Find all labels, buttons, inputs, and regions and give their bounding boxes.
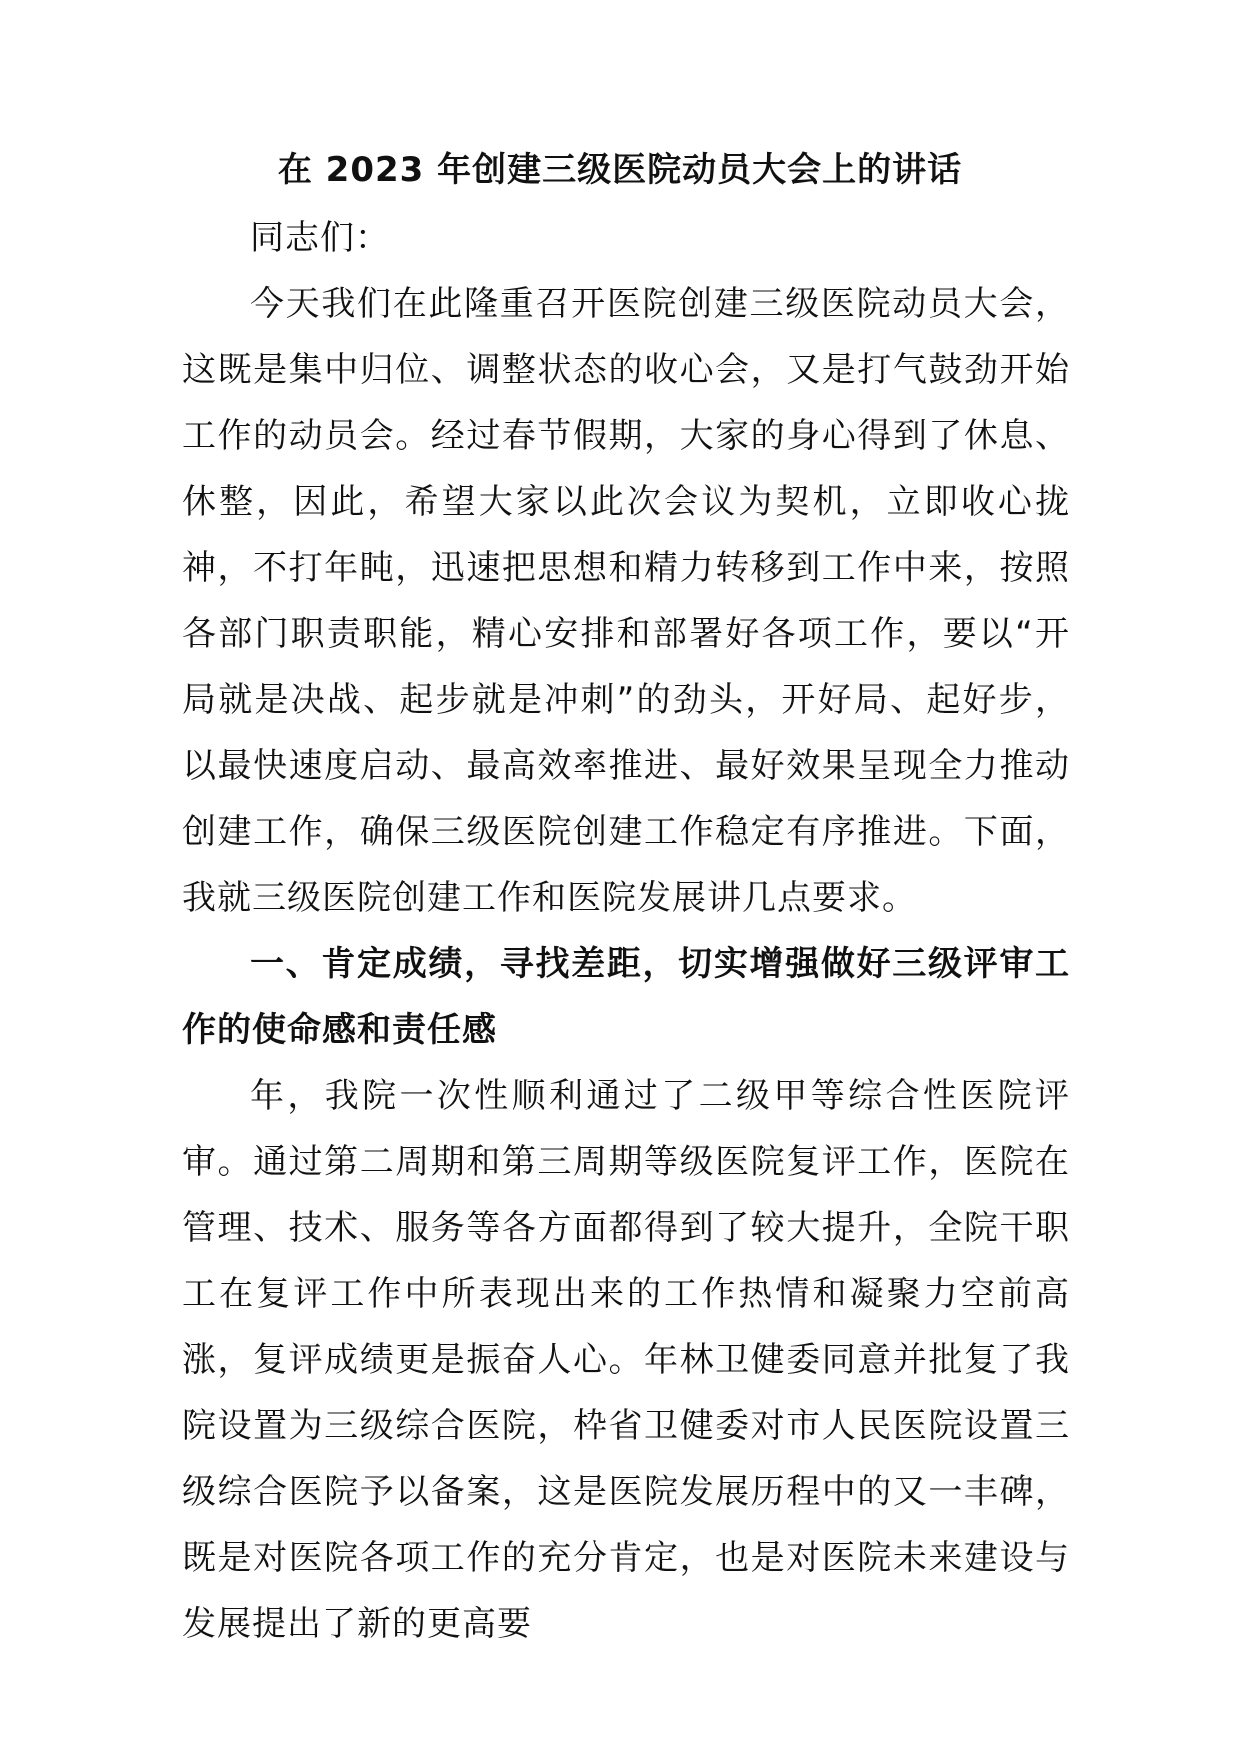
paragraph-opening: 今天我们在此隆重召开医院创建三级医院动员大会，这既是集中归位、调整状态的收心会，又是打气鼓劲开始工作的动员会。经过春节假期，大家的身心得到了休息、休整，因此，希望大家以此次会议为契机，立即收心拢神，不打年盹，迅速把思想和精力转移到工作中来，按照各部门职责职能，精心安排和部署好各项工作，要以“开局就是决战、起步就是冲刺”的劲头，开好局、起好步，以最快速度启动、最高效率推进、最好效果呈现全力推动创建工作，确保三级医院创建工作稳定有序推进。下面，我就三级医院创建工作和医院发展讲几点要求。 — [182, 284, 1070, 918]
document-body — [182, 205, 1070, 1657]
section-heading-1: 一、肯定成绩，寻找差距，切实增强做好三级评审工作的使命感和责任感 — [182, 944, 1070, 1050]
document-title: 在 2023 年创建三级医院动员大会上的讲话 — [277, 150, 963, 190]
paragraph-section-1: 年，我院一次性顺利通过了二级甲等综合性医院评审。通过第二周期和第三周期等级医院复评工作，医院在管理、技术、服务等各方面都得到了较大提升，全院干职工在复评工作中所表现出来的工作热情和凝聚力空前高涨，复评成绩更是振奋人心。年林卫健委同意并批复了我院设置为三级综合医院，枠省卫健委对市人民医院设置三级综合医院予以备案，这是医院发展历程中的又一丰碑，既是对医院各项工作的充分肯定，也是对医院未来建设与发展提出了新的更高要 — [182, 1076, 1070, 1644]
salutation: 同志们： — [250, 218, 390, 258]
